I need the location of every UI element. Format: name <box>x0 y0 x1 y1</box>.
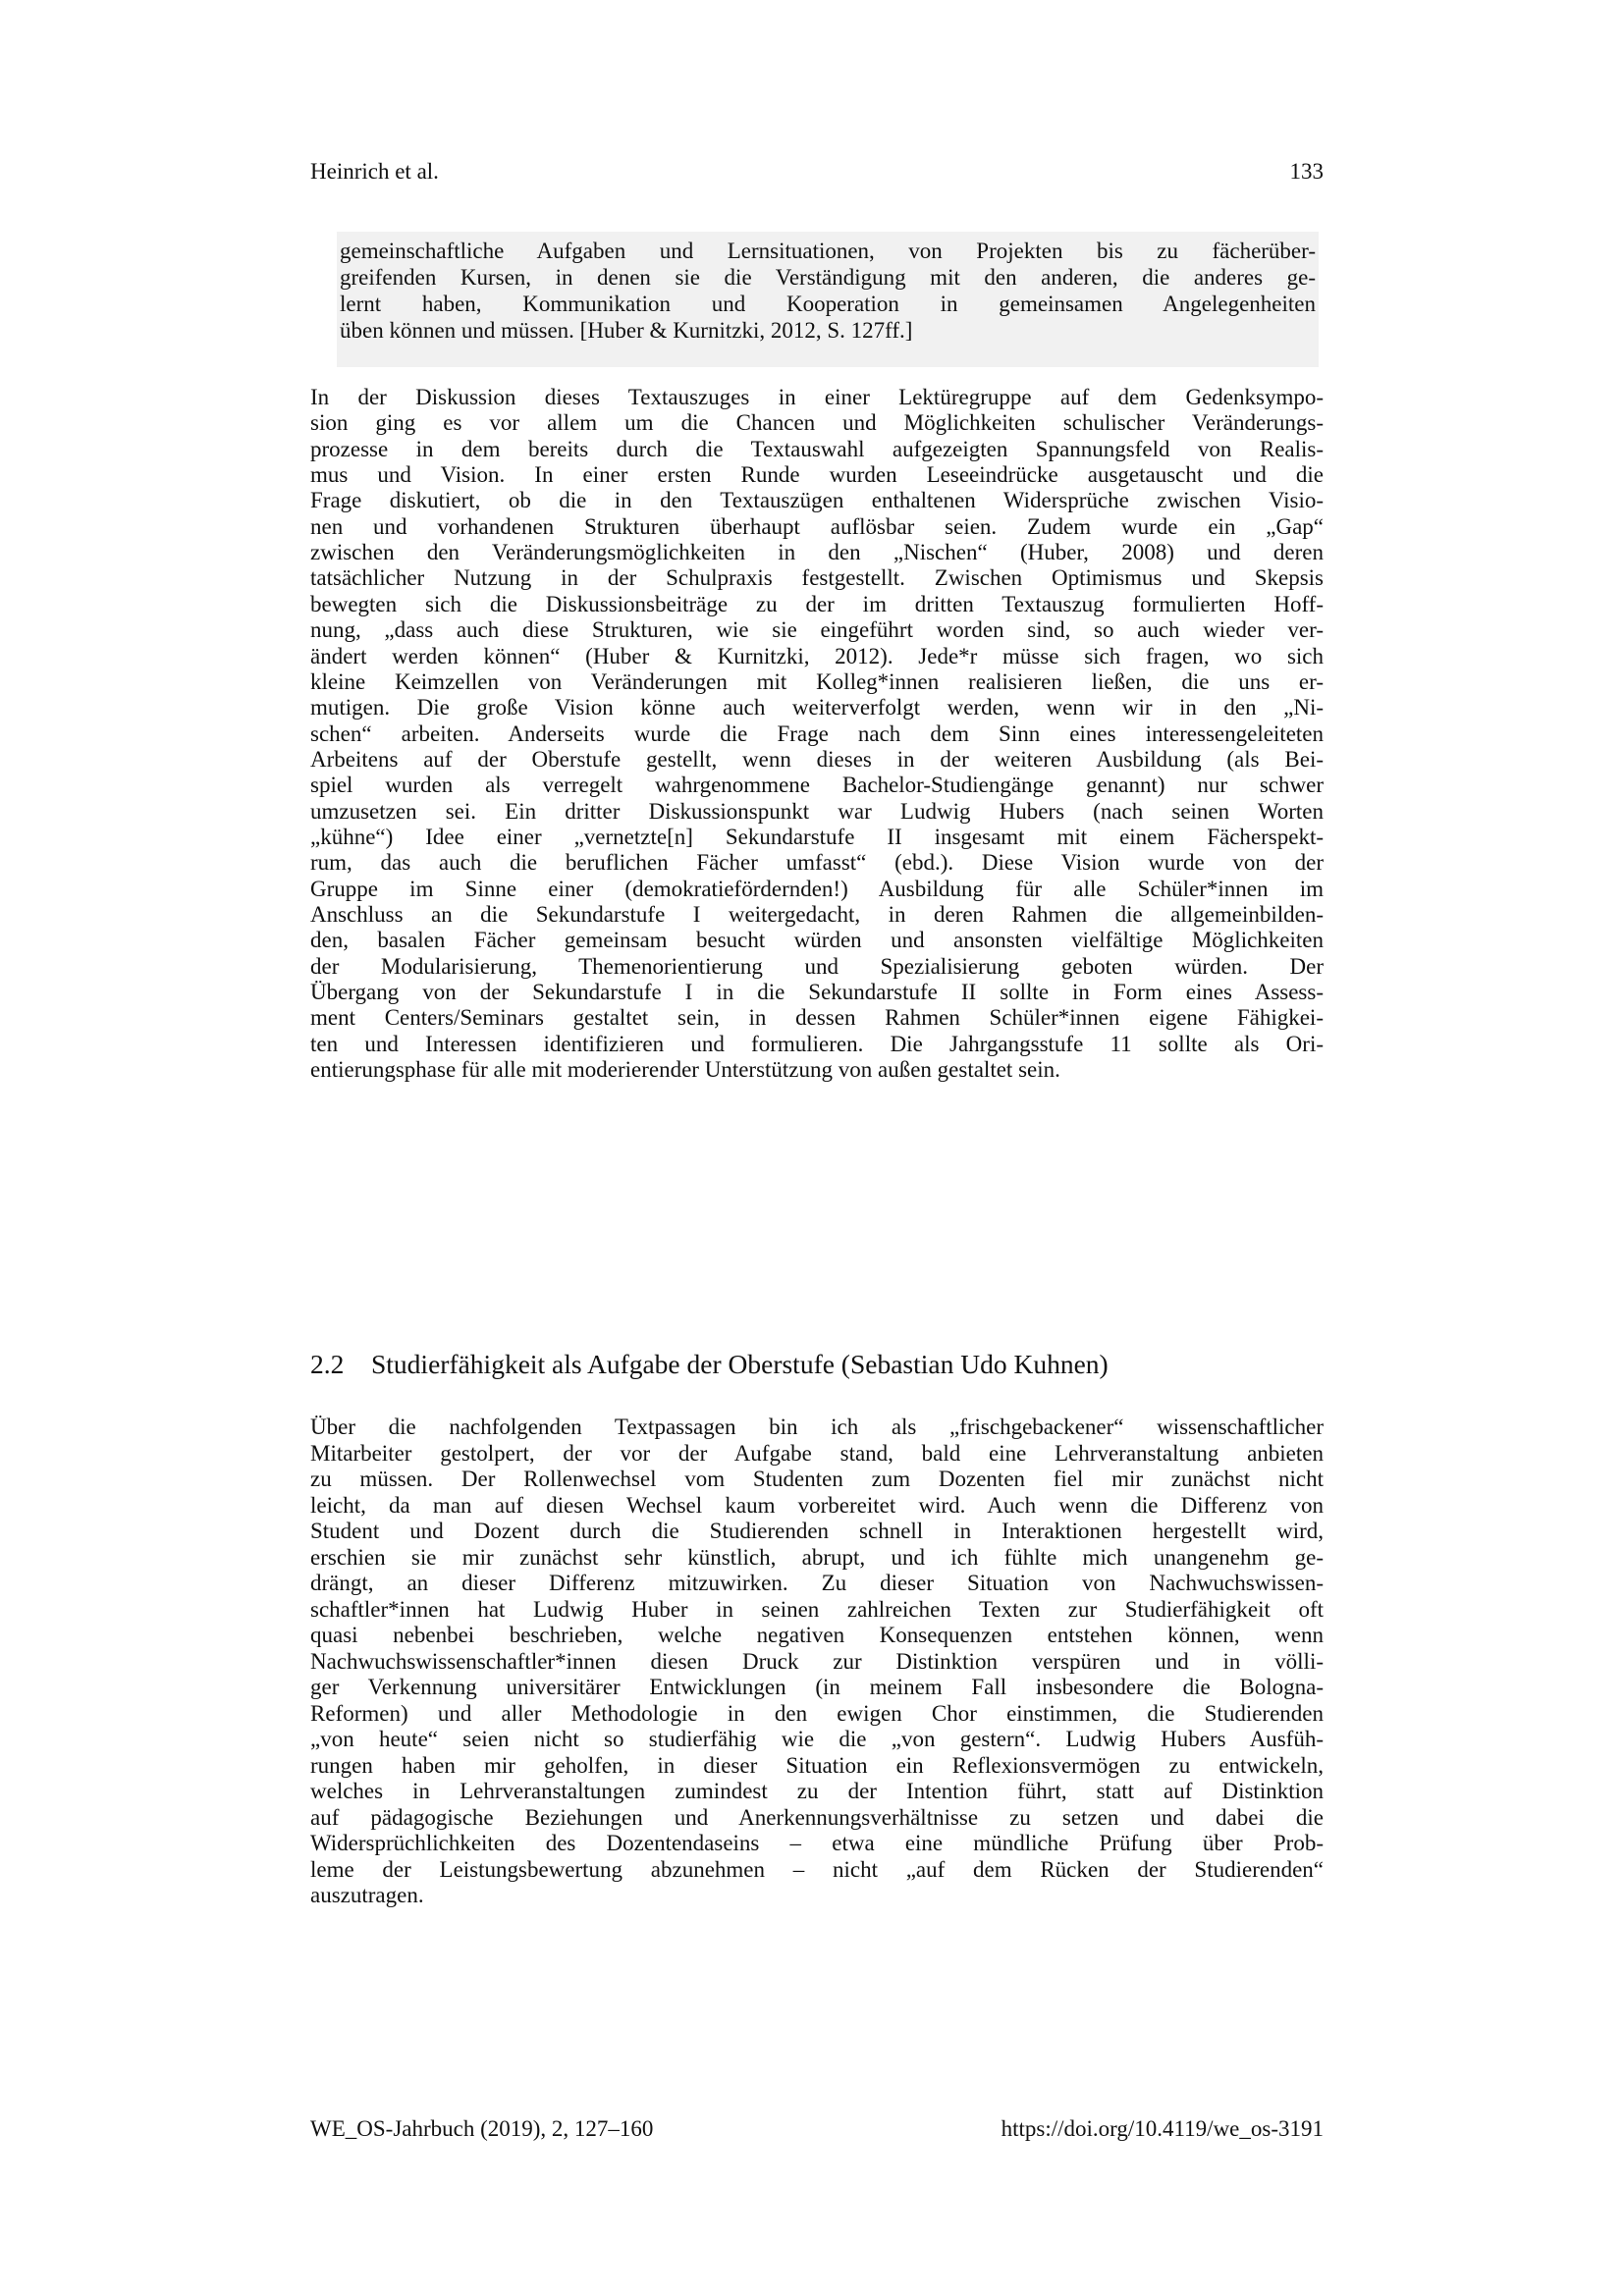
text-line: ment Centers/Seminars gestaltet sein, in dessen Rahmen Schüler*innen eigene Fähigkei- <box>310 1005 1324 1031</box>
text-line: prozesse in dem bereits durch die Textauswahl aufgezeigten Spannungsfeld von Realis- <box>310 436 1324 461</box>
text-line: zwischen den Veränderungsmöglichkeiten in den „Nischen“ (Huber, 2008) und deren <box>310 540 1324 565</box>
text-line: Mitarbeiter gestolpert, der vor der Aufgabe stand, bald eine Lehrveranstaltung anbieten <box>310 1440 1324 1466</box>
text-line: erschien sie mir zunächst sehr künstlich, abrupt, und ich fühlte mich unangenehm ge- <box>310 1544 1324 1570</box>
quote-line: lernt haben, Kommunikation und Kooperation in gemeinsamen Angelegenheiten <box>340 292 1316 316</box>
text-line: Gruppe im Sinne einer (demokratiefördernden!) Ausbildung für alle Schüler*innen im <box>310 876 1324 901</box>
text-line: Anschluss an die Sekundarstufe I weitergedacht, in deren Rahmen die allgemeinbilden- <box>310 902 1324 927</box>
text-line: sion ging es vor allem um die Chancen und Möglichkeiten schulischer Veränderungs- <box>310 410 1324 436</box>
text-line: zu müssen. Der Rollenwechsel vom Studenten zum Dozenten fiel mir zunächst nicht <box>310 1467 1324 1491</box>
text-line: den, basalen Fächer gemeinsam besucht würden und ansonsten vielfältige Möglichkeiten <box>310 928 1324 953</box>
text-line: mutigen. Die große Vision könne auch weiterverfolgt werden, wenn wir in den „Ni- <box>310 695 1324 721</box>
text-line: quasi nebenbei beschrieben, welche negativen Konsequenzen entstehen können, wenn <box>310 1623 1324 1647</box>
text-line: spiel wurden als verregelt wahrgenommene Bachelor-Studiengänge genannt) nur schwer <box>310 773 1324 798</box>
text-line: nung, „dass auch diese Strukturen, wie sie eingeführt worden sind, so auch wieder ver- <box>310 617 1324 643</box>
text-line: nen und vorhandenen Strukturen überhaupt auflösbar seien. Zudem wurde ein „Gap“ <box>310 513 1324 539</box>
text-line: „von heute“ seien nicht so studierfähig wie die „von gestern“. Ludwig Hubers Ausfüh- <box>310 1727 1324 1751</box>
quote-line: gemeinschaftliche Aufgaben und Lernsituationen, von Projekten bis zu fächerüber- <box>340 239 1316 263</box>
text-line: Übergang von der Sekundarstufe I in die Sekundarstufe II sollte in Form eines Assess- <box>310 980 1324 1005</box>
text-line: Arbeitens auf der Oberstufe gestellt, wenn dieses in der weiteren Ausbildung (als Bei- <box>310 746 1324 772</box>
text-line: auf pädagogische Beziehungen und Anerkennungsverhältnisse zu setzen und dabei die <box>310 1804 1324 1830</box>
text-line: Reformen) und aller Methodologie in den ewigen Chor einstimmen, die Studierenden <box>310 1700 1324 1726</box>
text-line: ten und Interessen identifizieren und formulieren. Die Jahrgangsstufe 11 sollte als Ori- <box>310 1031 1324 1056</box>
journal-citation: WE_OS-Jahrbuch (2019), 2, 127–160 <box>310 2116 654 2141</box>
quote-line: üben können und müssen. [Huber & Kurnitzki, 2012, S. 127ff.] <box>340 318 913 343</box>
text-line: bewegten sich die Diskussionsbeiträge zu der im dritten Textauszug formulierten Hoff- <box>310 591 1324 616</box>
text-line: ändert werden können“ (Huber & Kurnitzki, 2012). Jede*r müsse sich fragen, wo sich <box>310 643 1324 668</box>
text-line: entierungsphase für alle mit moderierender Unterstützung von außen gestaltet sein. <box>310 1057 1060 1083</box>
text-line: Über die nachfolgenden Textpassagen bin ich als „frischgebackener“ wissenschaftlicher <box>310 1415 1324 1439</box>
running-header <box>310 157 1324 187</box>
text-line: leme der Leistungsbewertung abzunehmen – nicht „auf dem Rücken der Studierenden“ <box>310 1856 1324 1882</box>
page-number: 133 <box>1289 159 1324 184</box>
text-line: „kühne“) Idee einer „vernetzte[n] Sekundarstufe II insgesamt mit einem Fächerspekt- <box>310 824 1324 849</box>
text-line: In der Diskussion dieses Textauszuges in einer Lektüregruppe auf dem Gedenksympo- <box>310 385 1324 409</box>
text-line: welches in Lehrveranstaltungen zumindest zu der Intention führt, statt auf Distinktion <box>310 1779 1324 1803</box>
section-title: Studierfähigkeit als Aufgabe der Oberstufe (Sebastian Udo Kuhnen) <box>371 1349 1109 1379</box>
page-footer <box>310 2114 1324 2144</box>
text-line: kleine Keimzellen von Veränderungen mit Kolleg*innen realisieren ließen, die uns er- <box>310 668 1324 694</box>
text-line: leicht, da man auf diesen Wechsel kaum vorbereitet wird. Auch wenn die Differenz von <box>310 1492 1324 1518</box>
text-line: umzusetzen sei. Ein dritter Diskussionspunkt war Ludwig Hubers (nach seinen Worten <box>310 798 1324 824</box>
text-line: ger Verkennung universitärer Entwicklungen (in meinem Fall insbesondere die Bologna- <box>310 1675 1324 1699</box>
text-line: rungen haben mir geholfen, in dieser Situation ein Reflexionsvermögen zu entwickeln, <box>310 1752 1324 1778</box>
text-line: drängt, an dieser Differenz mitzuwirken. Zu dieser Situation von Nachwuchswissen- <box>310 1571 1324 1595</box>
text-line: rum, das auch die beruflichen Fächer umfasst“ (ebd.). Diese Vision wurde von der <box>310 850 1324 876</box>
section-heading <box>310 1348 1109 1381</box>
text-line: der Modularisierung, Themenorientierung und Spezialisierung geboten würden. Der <box>310 953 1324 979</box>
section-number: 2.2 <box>310 1349 345 1379</box>
text-line: Student und Dozent durch die Studierenden schnell in Interaktionen hergestellt wird, <box>310 1519 1324 1543</box>
text-line: Nachwuchswissenschaftler*innen diesen Druck zur Distinktion verspüren und in völli- <box>310 1648 1324 1674</box>
text-line: Widersprüchlichkeiten des Dozentendaseins – etwa eine mündliche Prüfung über Prob- <box>310 1831 1324 1855</box>
block-quote <box>337 232 1319 367</box>
quote-line: greifenden Kursen, in denen sie die Verständigung mit den anderen, die anderes ge- <box>340 265 1316 290</box>
text-line: Frage diskutiert, ob die in den Textauszügen enthaltenen Widersprüche zwischen Visio- <box>310 488 1324 513</box>
running-head-authors: Heinrich et al. <box>310 159 439 184</box>
text-line: tatsächlicher Nutzung in der Schulpraxis festgestellt. Zwischen Optimismus und Skepsis <box>310 565 1324 591</box>
text-line: schen“ arbeiten. Anderseits wurde die Frage nach dem Sinn eines interessengeleiteten <box>310 721 1324 746</box>
text-line: mus und Vision. In einer ersten Runde wurden Leseeindrücke ausgetauscht und die <box>310 462 1324 488</box>
text-line: auszutragen. <box>310 1883 424 1907</box>
text-line: schaftler*innen hat Ludwig Huber in seinen zahlreichen Texten zur Studierfähigkeit oft <box>310 1596 1324 1622</box>
doi-link[interactable]: https://doi.org/10.4119/we_os-3191 <box>1001 2116 1324 2141</box>
